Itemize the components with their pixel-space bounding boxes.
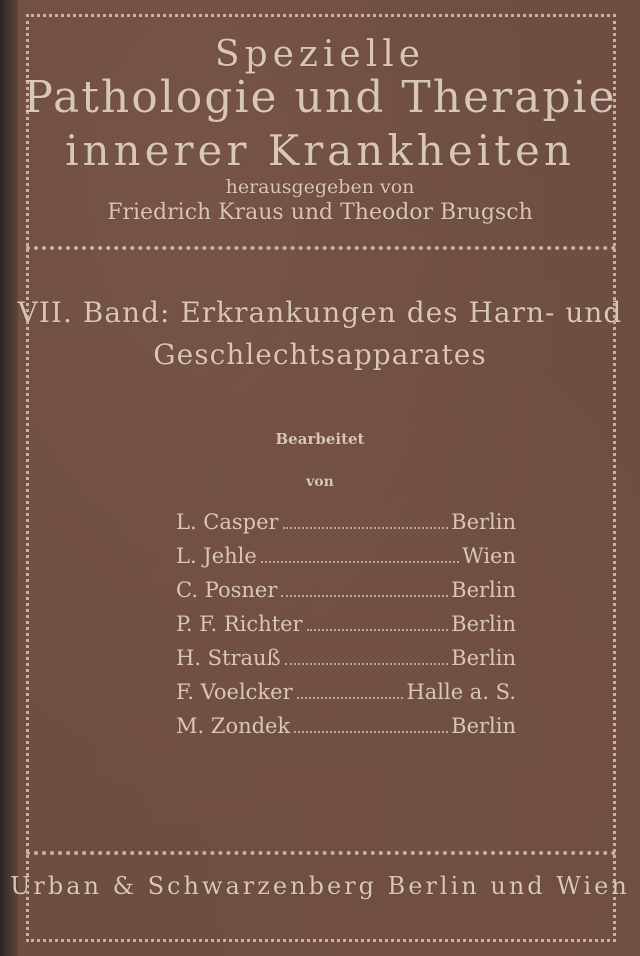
author-name: F. Voelcker bbox=[176, 680, 293, 704]
leader-dots bbox=[281, 595, 448, 597]
author-row bbox=[176, 578, 516, 608]
author-city: Wien bbox=[462, 544, 516, 568]
title-line-3: innerer Krankheiten bbox=[65, 126, 575, 175]
author-city: Berlin bbox=[451, 646, 516, 670]
author-city: Berlin bbox=[451, 612, 516, 636]
author-city: Berlin bbox=[451, 714, 516, 738]
author-city: Halle a. S. bbox=[406, 680, 516, 704]
by-label: von bbox=[306, 474, 334, 490]
dotted-rule-top bbox=[26, 246, 616, 250]
author-row bbox=[176, 680, 516, 710]
author-city: Berlin bbox=[451, 510, 516, 534]
author-name: L. Casper bbox=[176, 510, 279, 534]
editors: Friedrich Kraus und Theodor Brugsch bbox=[107, 200, 533, 225]
author-name: P. F. Richter bbox=[176, 612, 303, 636]
leader-dots bbox=[261, 561, 459, 563]
leader-dots bbox=[307, 629, 449, 631]
dotted-rule-bottom bbox=[26, 851, 616, 855]
author-name: C. Posner bbox=[176, 578, 278, 602]
author-name: H. Strauß bbox=[176, 646, 281, 670]
author-name: M. Zondek bbox=[176, 714, 291, 738]
author-row bbox=[176, 714, 516, 744]
volume-title-line-2: Geschlechtsapparates bbox=[153, 338, 487, 371]
author-row bbox=[176, 612, 516, 642]
leader-dots bbox=[283, 527, 449, 529]
author-row bbox=[176, 510, 516, 540]
leader-dots bbox=[294, 731, 448, 733]
volume-title-line-1: VII. Band: Erkrankungen des Harn- und bbox=[17, 296, 623, 329]
leader-dots bbox=[297, 697, 404, 699]
editor-intro: herausgegeben von bbox=[225, 176, 415, 198]
leader-dots bbox=[285, 663, 449, 665]
publisher-imprint: Urban & Schwarzenberg Berlin und Wien bbox=[10, 872, 630, 900]
author-row bbox=[176, 544, 516, 574]
title-line-1: Spezielle bbox=[214, 34, 426, 75]
author-name: L. Jehle bbox=[176, 544, 257, 568]
author-city: Berlin bbox=[451, 578, 516, 602]
author-row bbox=[176, 646, 516, 676]
title-line-2: Pathologie und Therapie bbox=[23, 72, 617, 123]
edited-by-label: Bearbeitet bbox=[275, 430, 365, 448]
